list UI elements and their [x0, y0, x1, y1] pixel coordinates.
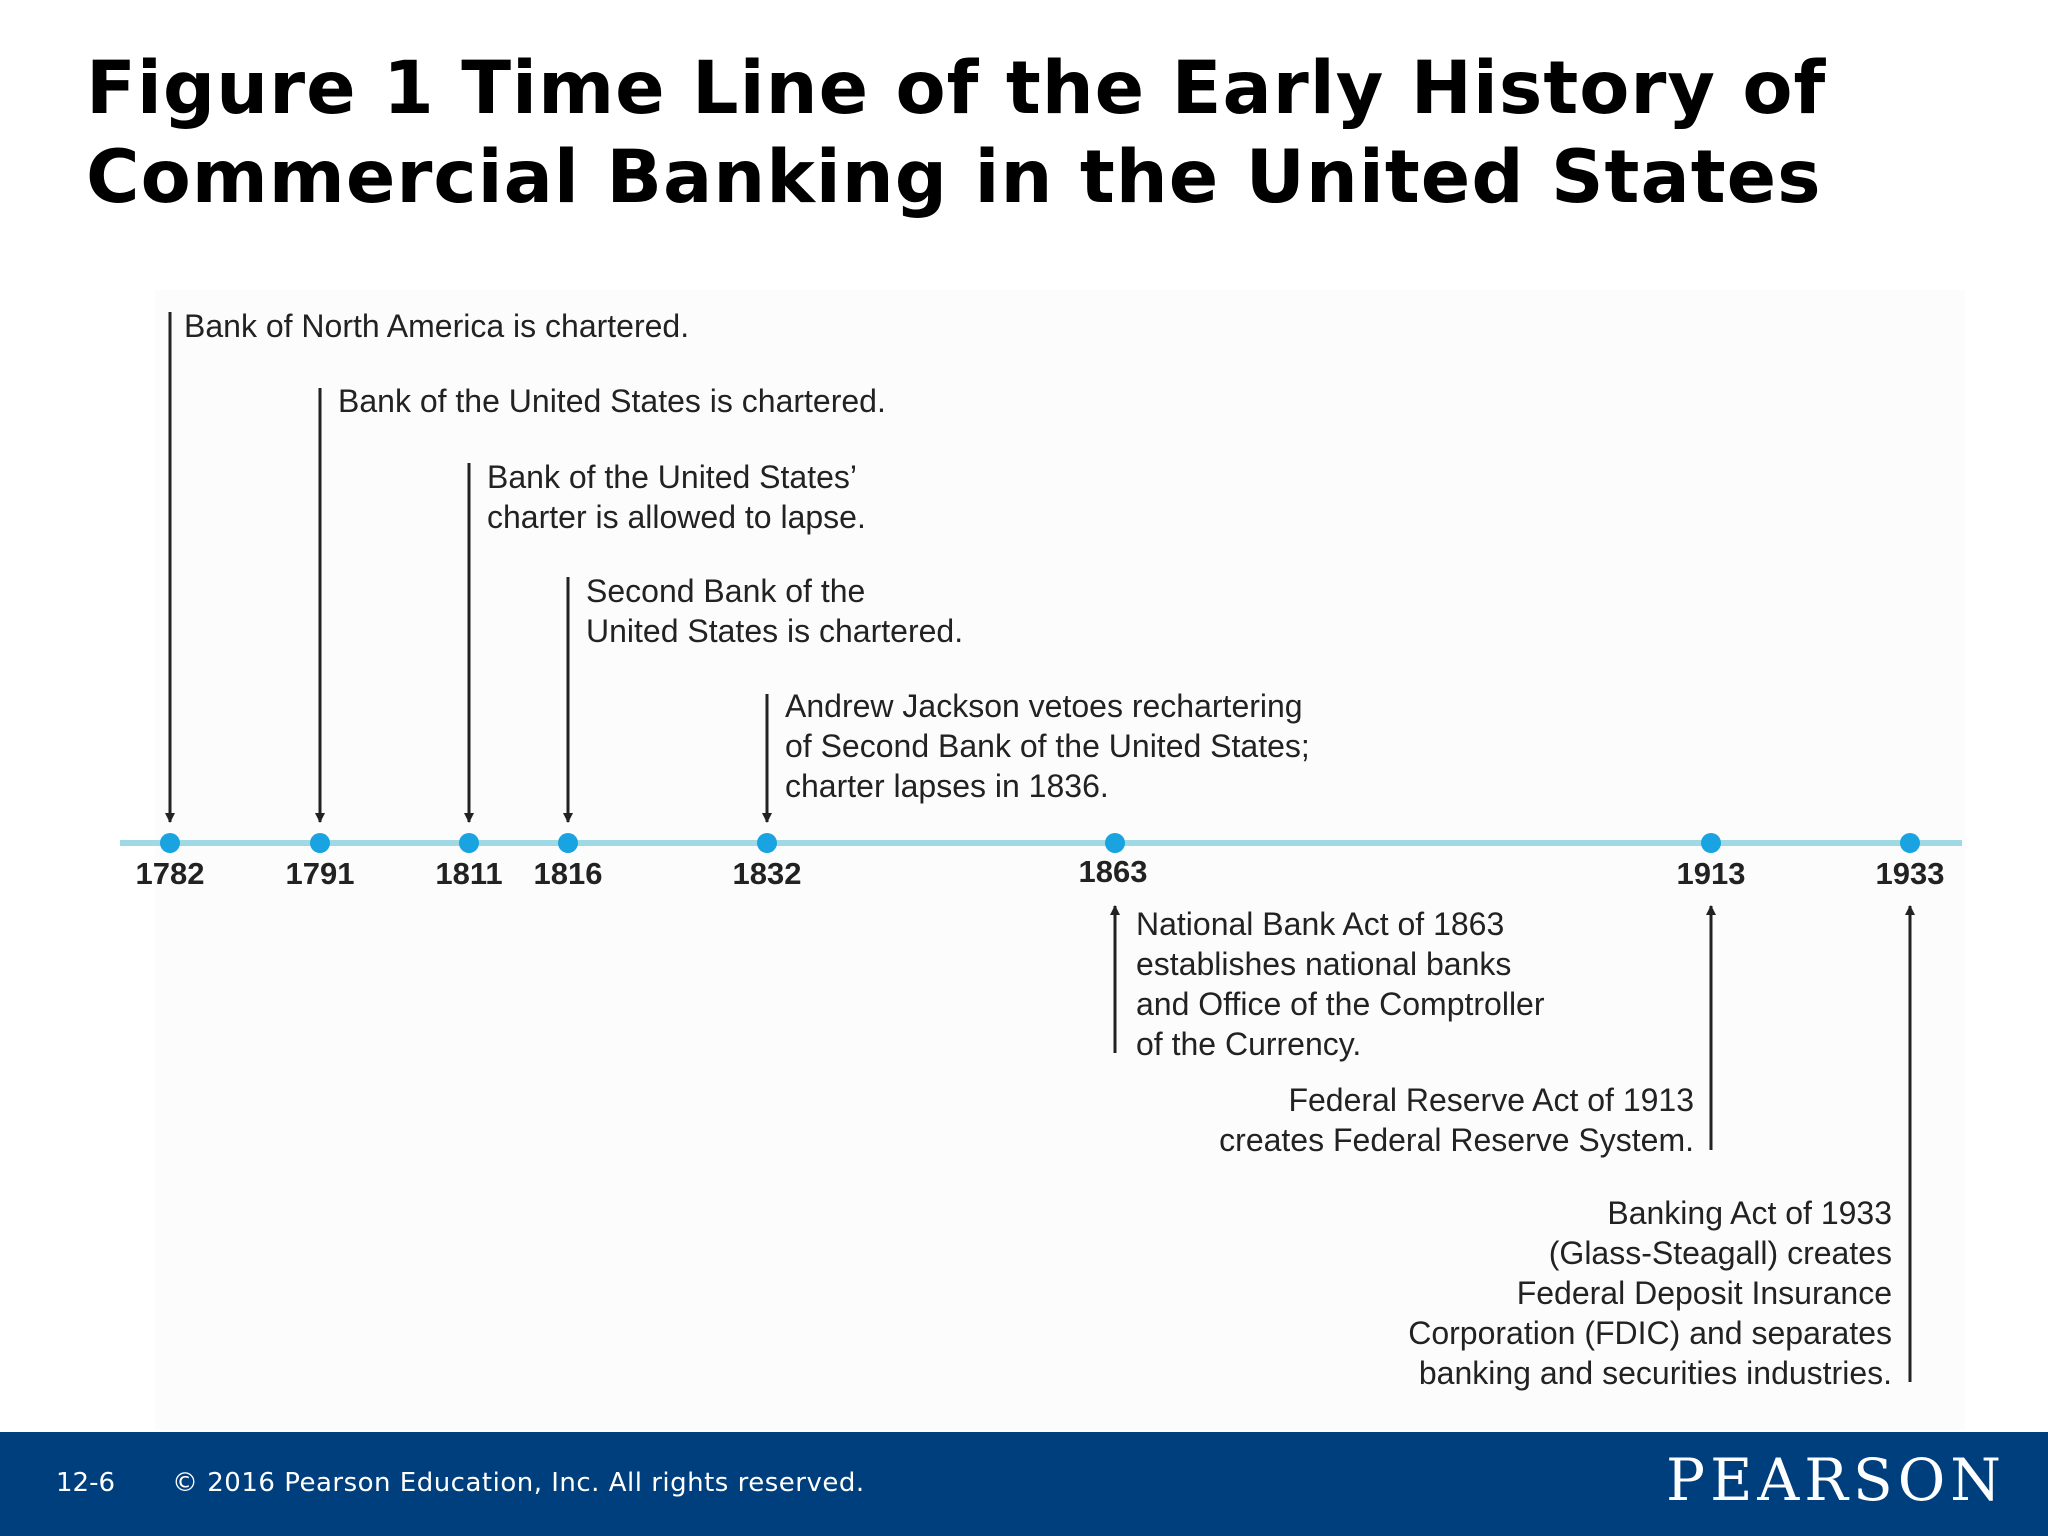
event-line: Banking Act of 1933 — [1607, 1195, 1892, 1231]
dot-1791 — [310, 833, 330, 853]
dot-1913 — [1701, 833, 1721, 853]
dot-1811 — [459, 833, 479, 853]
dot-1832 — [757, 833, 777, 853]
event-line: creates Federal Reserve System. — [1219, 1122, 1694, 1158]
year-label-1832: 1832 — [732, 856, 802, 891]
event-line: Bank of the United States’ — [487, 459, 857, 495]
slide-number: 12-6 — [56, 1468, 116, 1498]
year-label-1811: 1811 — [435, 856, 503, 891]
event-1933 — [1408, 1193, 1892, 1393]
event-line: Second Bank of the — [586, 573, 866, 609]
dot-1816 — [558, 833, 578, 853]
dot-1782 — [160, 833, 180, 853]
event-1811 — [487, 457, 866, 537]
event-line: charter lapses in 1836. — [785, 768, 1109, 804]
year-label-1816: 1816 — [533, 856, 603, 891]
event-1863 — [1136, 904, 1545, 1064]
event-line: Corporation (FDIC) and separates — [1408, 1315, 1892, 1351]
event-1816 — [586, 571, 963, 651]
year-label-1791: 1791 — [285, 856, 355, 891]
title-line-2: Commercial Banking in the United States — [86, 135, 1822, 220]
event-line: and Office of the Comptroller — [1136, 986, 1545, 1022]
event-line: Federal Deposit Insurance — [1516, 1275, 1892, 1311]
event-1782 — [184, 306, 689, 346]
event-line: National Bank Act of 1863 — [1136, 906, 1505, 942]
event-line: charter is allowed to lapse. — [487, 499, 866, 535]
event-1913 — [1219, 1080, 1694, 1160]
pearson-logo: PEARSON — [1666, 1446, 2006, 1514]
event-line: Andrew Jackson vetoes rechartering — [785, 688, 1303, 724]
year-label-1863: 1863 — [1078, 854, 1148, 889]
event-1832 — [785, 686, 1310, 806]
dot-1863 — [1105, 833, 1125, 853]
event-line: of the Currency. — [1136, 1026, 1362, 1062]
event-line: Bank of the United States is chartered. — [338, 383, 886, 419]
year-label-1782: 1782 — [135, 856, 205, 891]
year-label-1913: 1913 — [1676, 856, 1746, 891]
event-line: (Glass-Steagall) creates — [1548, 1235, 1892, 1271]
event-1791 — [338, 381, 886, 421]
event-line: banking and securities industries. — [1418, 1355, 1892, 1391]
event-line: Federal Reserve Act of 1913 — [1288, 1082, 1694, 1118]
event-line: of Second Bank of the United States; — [785, 728, 1310, 764]
event-line: United States is chartered. — [586, 613, 964, 649]
title-line-1: Figure 1 Time Line of the Early History of — [86, 46, 1827, 131]
event-line: Bank of North America is chartered. — [184, 308, 690, 344]
event-line: establishes national banks — [1136, 946, 1512, 982]
copyright-notice: © 2016 Pearson Education, Inc. All rights reserved. — [172, 1468, 865, 1498]
year-label-1933: 1933 — [1875, 856, 1945, 891]
dot-1933 — [1900, 833, 1920, 853]
